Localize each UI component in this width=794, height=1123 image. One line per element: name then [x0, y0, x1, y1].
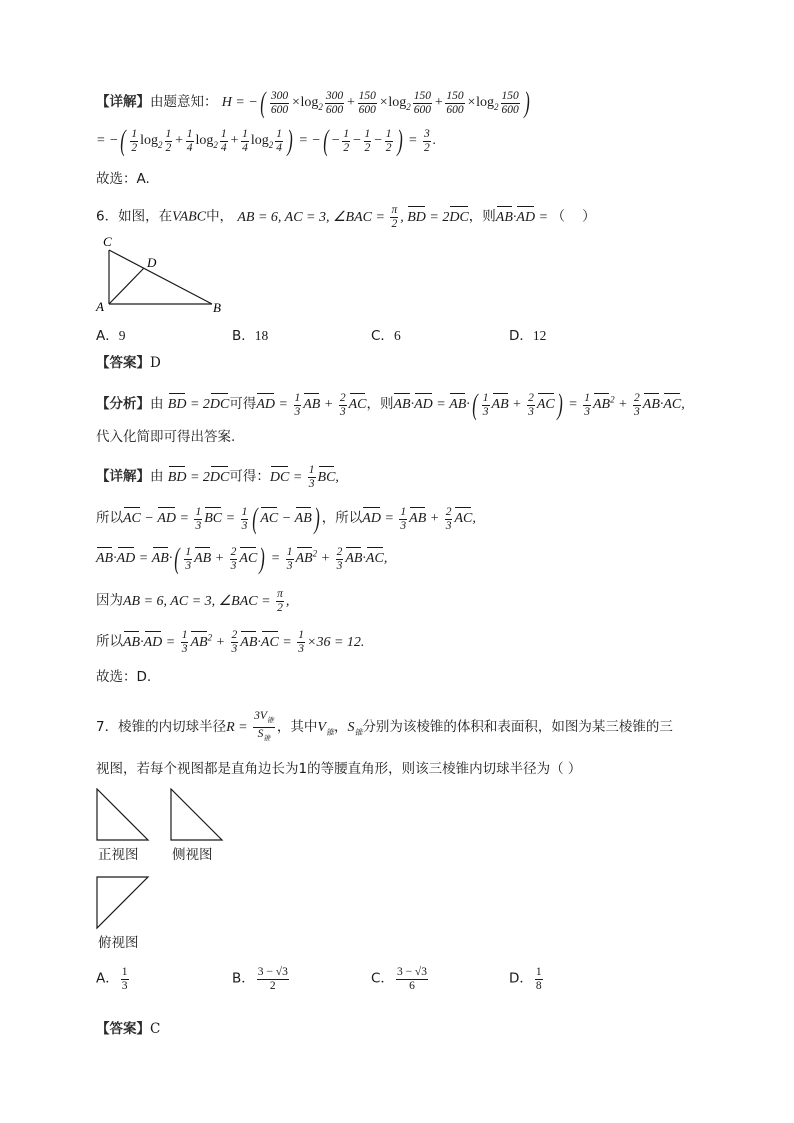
q6-choose: 故选：D.	[96, 669, 152, 685]
entropy-result: = −( $\frac{1}{2}$ $\log_2$ $\frac{1}{2}$ + $\frac{1}{4}$ $\log_2$ $\frac{1}{4}$ + $\frac{1}{4}$ $\log_2$ $\frac{1}{4}$ ) = −( − $\frac{1}{2}$ − $\frac{1}{2}$ − $\frac{1}{2}$ ) = $\frac{3}{2}$ .	[96, 124, 437, 157]
q6-option-d: D．12	[509, 328, 547, 344]
q6-detail-line1: 【详解】由 BD = 2DC可得：DC = $\frac{1}{3}$ BC,	[96, 464, 339, 490]
label-d: D	[147, 255, 157, 270]
q6-detail-line2: 所以AC − AD = $\frac{1}{3}$ BC = $\frac{1}{3}$ ( AC − AB) ，所以AD = $\frac{1}{3}$ AB + $\frac{2}{3}$ AC,	[96, 502, 476, 535]
q6-analysis-line2: 代入化简即可得出答案.	[96, 429, 236, 445]
segment-ad	[109, 268, 144, 304]
q7-front-view-label: 正视图	[98, 847, 139, 863]
detail-entropy-line2	[96, 126, 436, 156]
q6-stem: 6．如图，在VABC中， AB = 6, AC = 3, ∠BAC = $\frac{\pi}{2}$ , BD = 2DC，则AB·AD = （ ）	[96, 204, 596, 230]
q7-top-view-label: 俯视图	[98, 935, 139, 951]
q6-detail-line5: 所以AB·AD = $\frac{1}{3}$ $AB^2$ + $\frac{2}{3}$ AB·AC = $\frac{1}{3}$ ×36 = 12.	[96, 628, 365, 655]
q6-detail-line3: AB·AD = AB·( $\frac{1}{3}$ AB + $\frac{2}{3}$ AC) = $\frac{1}{3}$ $AB^2$ + $\frac{2}{3}$ AB·AC,	[96, 542, 388, 575]
q6-stem-mid: 中，	[206, 208, 234, 225]
q6-answer: 【答案】D	[96, 355, 161, 371]
q6-triangle: VABC	[172, 209, 207, 225]
q7-side-view-label: 侧视图	[172, 847, 213, 863]
entropy-formula: H = −( $\frac{300}{600}$ $\times\log_2$ $\frac{300}{600}$ + $\frac{150}{600}$ $\times\log_2$ $\frac{150}{600}$ + $\frac{150}{600}$ $\times\log_2$ $\frac{150}{600}$ )	[221, 86, 530, 119]
q6-triangle-figure	[94, 232, 234, 314]
side-bc	[109, 250, 212, 304]
q7-option-d: D． $\frac{1}{8}$	[509, 966, 542, 992]
q6-detail-line4: 因为AB = 6, AC = 3, ∠BAC = $\frac{\pi}{2}$ ,	[96, 588, 290, 614]
q7-answer: 【答案】C	[96, 1021, 161, 1037]
detail-entropy-line1	[96, 88, 532, 118]
q7-option-c: C． $\frac{3 - √3}{6}$	[371, 966, 427, 992]
q6-option-a: A．9	[96, 328, 126, 344]
q6-stem-prefix: 6．如图，在	[96, 208, 173, 225]
q7-stem-line1: 7．棱锥的内切球半径R = $\frac{3V_锥}{S_锥}$ ，其中$V_锥$，$S_锥$分别为该棱锥的体积和表面积，如图为某三棱锥的三	[96, 710, 673, 743]
q7-top-view-figure	[96, 876, 150, 930]
detail-intro: 由题意知：	[150, 94, 218, 111]
q7-side-view-figure	[170, 788, 224, 842]
q6-analysis-line1: 【分析】由 BD = 2DC可得AD = $\frac{1}{3}$ AB + $\frac{2}{3}$ AC，则AB·AD = AB·( $\frac{1}{3}$ AB + $\frac{2}{3}$ AC) = $\frac{1}{3}$ $AB^2$ + $\frac{2}{3}$ AB·AC,	[96, 388, 685, 421]
q7-stem-line2: 视图，若每个视图都是直角边长为1的等腰直角形，则该三棱锥内切球半径为（ ）	[96, 761, 582, 777]
q6-conditions: AB = 6, AC = 3, ∠BAC = $\frac{\pi}{2}$ , BD = 2DC	[237, 204, 469, 230]
detail-tag: 【详解】	[96, 94, 150, 111]
q6-option-b: B．18	[232, 328, 269, 344]
q7-front-view-figure	[96, 788, 150, 842]
q6-ask: AB·AD =	[495, 209, 552, 225]
label-c: C	[103, 234, 112, 249]
q6-stem-then: ，则	[468, 208, 496, 225]
detail-choose: 故选：A.	[96, 171, 150, 187]
label-a: A	[96, 299, 104, 314]
q7-option-b: B． $\frac{3 - √3}{2}$	[232, 966, 288, 992]
q6-option-c: C．6	[371, 328, 401, 344]
label-b: B	[213, 300, 221, 314]
q7-option-a: A． $\frac{1}{3}$	[96, 966, 128, 992]
